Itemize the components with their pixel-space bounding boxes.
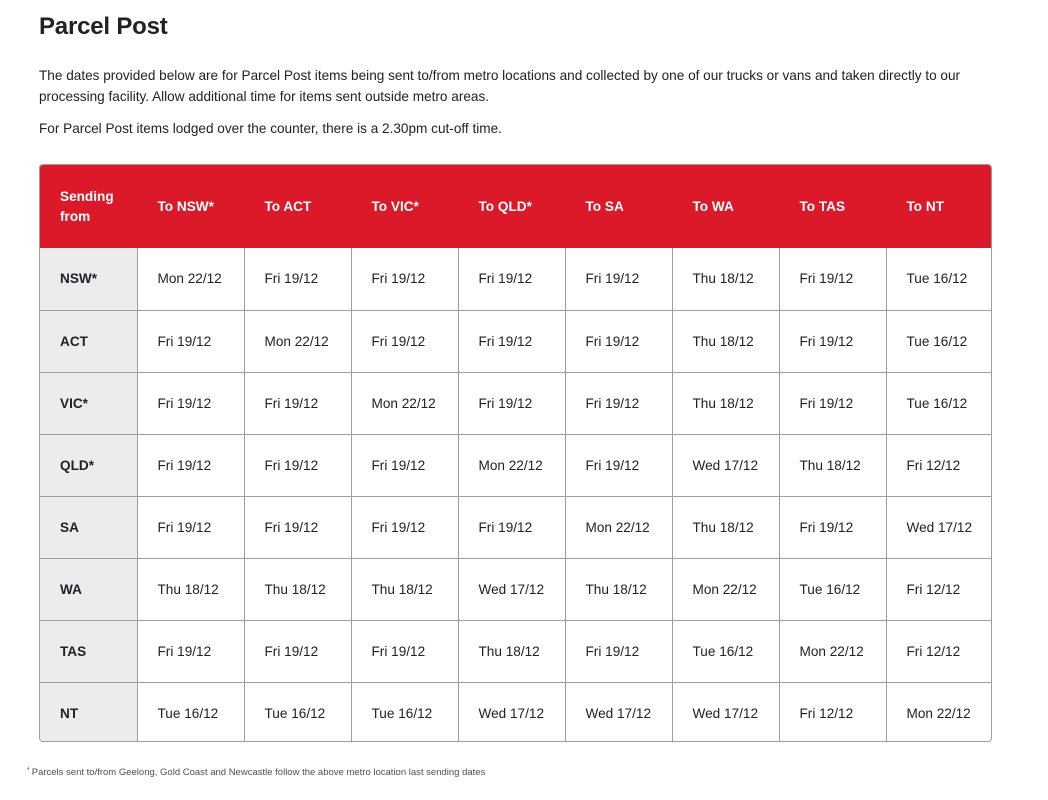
date-cell: Mon 22/12 <box>458 434 565 496</box>
table-body <box>40 248 992 742</box>
date-cell: Fri 19/12 <box>244 620 351 682</box>
row-origin-header: TAS <box>40 620 137 682</box>
row-origin-header: WA <box>40 558 137 620</box>
sending-dates-table-container <box>39 164 992 742</box>
date-cell: Thu 18/12 <box>351 558 458 620</box>
date-cell: Thu 18/12 <box>137 558 244 620</box>
intro-paragraph: The dates provided below are for Parcel Post items being sent to/from metro locations and collected by one of our trucks or vans and taken directly to our processing facility. Allow additional time for items sent outside metro areas. <box>39 68 961 104</box>
date-cell: Tue 16/12 <box>886 248 992 310</box>
date-cell: Fri 12/12 <box>886 620 992 682</box>
date-cell: Wed 17/12 <box>458 682 565 742</box>
date-cell: Fri 19/12 <box>779 496 886 558</box>
date-cell: Fri 19/12 <box>351 310 458 372</box>
column-header: To VIC* <box>351 165 458 248</box>
date-cell: Fri 12/12 <box>886 434 992 496</box>
date-cell: Mon 22/12 <box>779 620 886 682</box>
date-cell: Thu 18/12 <box>672 372 779 434</box>
table-row <box>40 620 992 682</box>
column-header: To ACT <box>244 165 351 248</box>
date-cell: Fri 19/12 <box>458 310 565 372</box>
date-cell: Thu 18/12 <box>672 496 779 558</box>
date-cell: Thu 18/12 <box>565 558 672 620</box>
footnote-text: Parcels sent to/from Geelong, Gold Coast and Newcastle follow the above metro location last sending dates <box>31 767 486 778</box>
date-cell: Fri 19/12 <box>351 496 458 558</box>
column-header: To QLD* <box>458 165 565 248</box>
date-cell: Tue 16/12 <box>351 682 458 742</box>
row-origin-header: NSW* <box>40 248 137 310</box>
table-header-row <box>40 165 992 248</box>
column-header: To NSW* <box>137 165 244 248</box>
date-cell: Fri 19/12 <box>244 372 351 434</box>
date-cell: Fri 19/12 <box>565 620 672 682</box>
date-cell: Tue 16/12 <box>886 310 992 372</box>
date-cell: Tue 16/12 <box>886 372 992 434</box>
date-cell: Wed 17/12 <box>886 496 992 558</box>
date-cell: Wed 17/12 <box>458 558 565 620</box>
date-cell: Fri 19/12 <box>779 310 886 372</box>
date-cell: Fri 19/12 <box>565 310 672 372</box>
date-cell: Tue 16/12 <box>672 620 779 682</box>
date-cell: Mon 22/12 <box>351 372 458 434</box>
date-cell: Fri 19/12 <box>458 248 565 310</box>
date-cell: Mon 22/12 <box>244 310 351 372</box>
date-cell: Fri 12/12 <box>886 558 992 620</box>
date-cell: Thu 18/12 <box>672 248 779 310</box>
table-row <box>40 682 992 742</box>
date-cell: Mon 22/12 <box>565 496 672 558</box>
row-origin-header: VIC* <box>40 372 137 434</box>
date-cell: Fri 19/12 <box>137 372 244 434</box>
row-origin-header: QLD* <box>40 434 137 496</box>
row-origin-header: NT <box>40 682 137 742</box>
table-row <box>40 558 992 620</box>
date-cell: Fri 19/12 <box>244 248 351 310</box>
column-header: To SA <box>565 165 672 248</box>
date-cell: Fri 12/12 <box>779 682 886 742</box>
date-cell: Mon 22/12 <box>137 248 244 310</box>
date-cell: Fri 19/12 <box>351 620 458 682</box>
date-cell: Tue 16/12 <box>137 682 244 742</box>
footnote-marker: * <box>27 767 30 774</box>
footnote <box>27 767 485 778</box>
row-origin-header: ACT <box>40 310 137 372</box>
date-cell: Wed 17/12 <box>672 434 779 496</box>
row-origin-header: SA <box>40 496 137 558</box>
date-cell: Tue 16/12 <box>244 682 351 742</box>
date-cell: Fri 19/12 <box>565 372 672 434</box>
column-header: To NT <box>886 165 992 248</box>
date-cell: Fri 19/12 <box>351 248 458 310</box>
sending-from-header: Sending from <box>40 165 137 248</box>
date-cell: Fri 19/12 <box>779 248 886 310</box>
date-cell: Fri 19/12 <box>779 372 886 434</box>
sending-dates-table <box>40 165 992 742</box>
date-cell: Fri 19/12 <box>458 496 565 558</box>
table-row <box>40 434 992 496</box>
table-row <box>40 310 992 372</box>
column-header: To TAS <box>779 165 886 248</box>
date-cell: Fri 19/12 <box>137 496 244 558</box>
table-row <box>40 496 992 558</box>
date-cell: Fri 19/12 <box>458 372 565 434</box>
table-row <box>40 372 992 434</box>
date-cell: Fri 19/12 <box>137 310 244 372</box>
date-cell: Fri 19/12 <box>137 434 244 496</box>
date-cell: Fri 19/12 <box>137 620 244 682</box>
table-row <box>40 248 992 310</box>
date-cell: Fri 19/12 <box>565 434 672 496</box>
date-cell: Fri 19/12 <box>565 248 672 310</box>
date-cell: Thu 18/12 <box>244 558 351 620</box>
date-cell: Thu 18/12 <box>672 310 779 372</box>
date-cell: Mon 22/12 <box>672 558 779 620</box>
date-cell: Thu 18/12 <box>458 620 565 682</box>
page-title: Parcel Post <box>39 13 168 40</box>
date-cell: Wed 17/12 <box>565 682 672 742</box>
date-cell: Fri 19/12 <box>244 496 351 558</box>
date-cell: Tue 16/12 <box>779 558 886 620</box>
date-cell: Wed 17/12 <box>672 682 779 742</box>
date-cell: Mon 22/12 <box>886 682 992 742</box>
date-cell: Thu 18/12 <box>779 434 886 496</box>
column-header: To WA <box>672 165 779 248</box>
counter-cutoff-note: For Parcel Post items lodged over the counter, there is a 2.30pm cut-off time. <box>39 121 502 136</box>
date-cell: Fri 19/12 <box>351 434 458 496</box>
date-cell: Fri 19/12 <box>244 434 351 496</box>
